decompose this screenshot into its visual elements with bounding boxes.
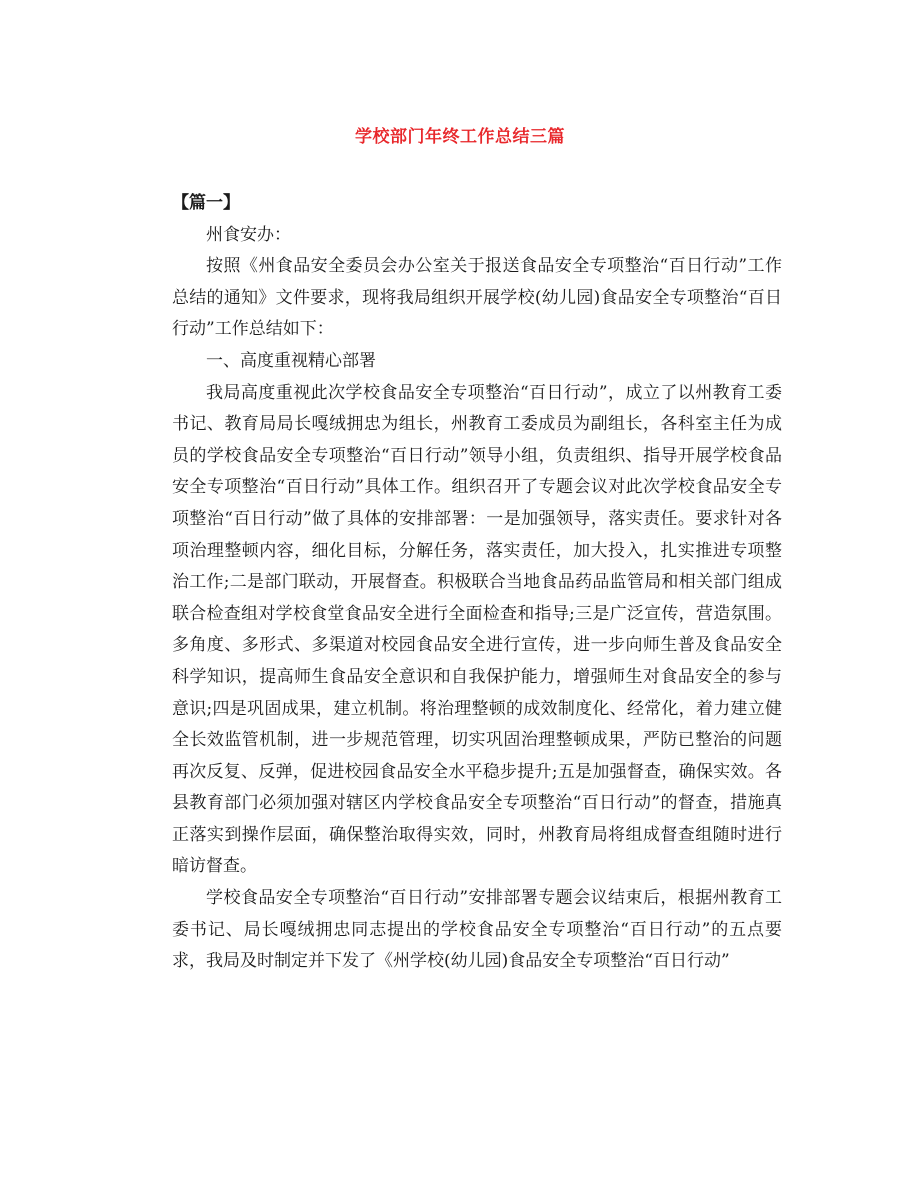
paragraph-2-heading: 一、高度重视精心部署 (206, 350, 376, 371)
paragraph-4: 学校食品安全专项整治“百日行动”安排部署专题会议结束后，根据州教育工委书记、局长嘎绒拥忠同志提出的学校食品安全专项整治“百日行动”的五点要求，我局及时制定并下发了《州学校(幼儿园)食品安全专项整治“百日行动” (172, 888, 782, 972)
paragraph-3: 我局高度重视此次学校食品安全专项整治“百日行动”，成立了以州教育工委书记、教育局局长嘎绒拥忠为组长，州教育工委成员为副组长，各科室主任为成员的学校食品安全专项整治“百日行动”领导小组，负责组织、指导开展学校食品安全专项整治“百日行动”具体工作。组织召开了专题会议对此次学校食品安全专项整治“百日行动”做了具体的安排部署：一是加强领导，落实责任。要求针对各项治理整顿内容，细化目标，分解任务，落实责任，加大投入，扎实推进专项整治工作;二是部门联动，开展督查。积极联合当地食品药品监管局和相关部门组成联合检查组对学校食堂食品安全进行全面检查和指导;三是广泛宣传，营造氛围。多角度、多形式、多渠道对校园食品安全进行宣传，进一步向师生普及食品安全科学知识，提高师生食品安全意识和自我保护能力，增强师生对食品安全的参与意识;四是巩固成果，建立机制。将治理整顿的成效制度化、经常化，着力建立健全长效监管机制，进一步规范管理，切实巩固治理整顿成果，严防已整治的问题再次反复、反弹，促进校园食品安全水平稳步提升;五是加强督查，确保实效。各县教育部门必须加强对辖区内学校食品安全专项整治“百日行动”的督查，措施真正落实到操作层面，确保整治取得实效，同时，州教育局将组成督查组随时进行暗访督查。 (172, 382, 782, 877)
paragraph-1: 按照《州食品安全委员会办公室关于报送食品安全专项整治“百日行动”工作总结的通知》文件要求，现将我局组织开展学校(幼儿园)食品安全专项整治“百日行动”工作总结如下： (172, 256, 782, 340)
salutation: 州食安办： (206, 224, 291, 245)
section-heading: 【篇一】 (172, 193, 240, 213)
document-title: 学校部门年终工作总结三篇 (355, 127, 565, 147)
document-body (172, 188, 782, 978)
